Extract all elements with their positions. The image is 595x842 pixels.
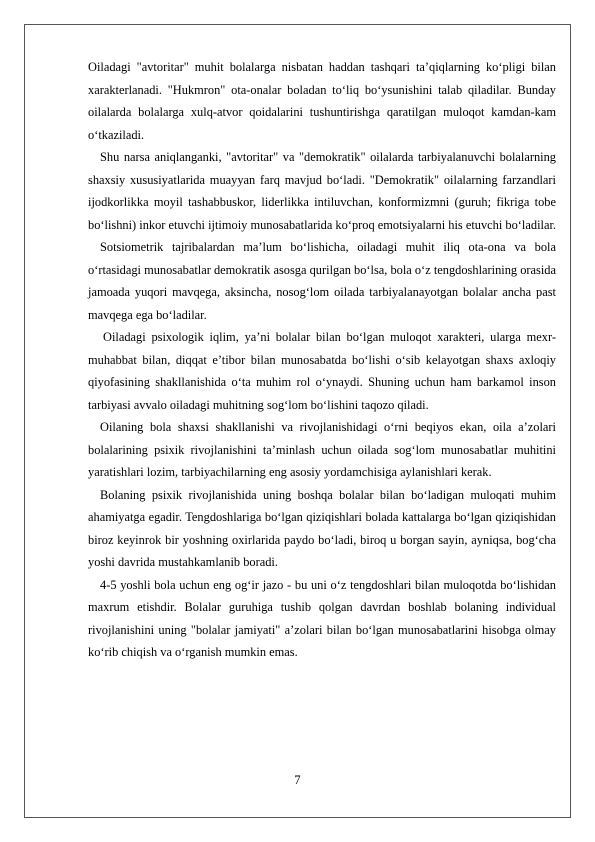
paragraph-psixologik-iqlim: Oiladagi psixologik iqlim, ya’ni bolalar bilan bo‘lgan muloqot xarakteri, ularga mexr-muhabbat bilan, diqqat e’tibor bilan munosabatda bo‘lishi o‘sib kelayotgan shaxs axloqiy qiyofasining shakllanishida o‘ta muhim rol o‘ynaydi. Shuning uchun ham barkamol inson tarbiyasi avvalo oiladagi muhitning sog‘lom bo‘lishini taqozo qiladi. [88, 330, 556, 412]
page-content [88, 56, 556, 664]
paragraph-tengdoshlar-muloqoti: 4-5 yoshli bola uchun eng og‘ir jazo - bu uni o‘z tengdoshlari bilan muloqotda bo‘lishidan maxrum etishdir. Bolalar guruhiga tushib qolgan davrdan boshlab bolaning individual rivojlanishini uning "bolalar jamiyati" a’zolari bilan bo‘lgan munosabatlarini hisobga olmay ko‘rib chiqish va o‘rganish mumkin emas. [88, 577, 556, 659]
page-number: 7 [294, 773, 301, 787]
paragraph-oilaning-orni: Oilaning bola shaxsi shakllanishi va rivojlanishidagi o‘rni beqiyos ekan, oila a’zolari bolalarining psixik rivojlanishini ta’minlash uchun oilada sog‘lom munosabatlar muhitini yaratishlari lozim, tarbiyachilarning eng asosiy yordamchisiga aylanishlari kerak. [88, 420, 556, 479]
paragraph-demokratik-oilalar: Shu narsa aniqlanganki, "avtoritar" va "demokratik" oilalarda tarbiyalanuvchi bolalarning shaxsiy xususiyatlarida muayyan farq mavjud bo‘ladi. "Demokratik" oilalarning farzandlari ijodkorlikka moyil tashabbuskor, liderlikka intiluvchan, konformizmni (guruh; fikriga tobe bo‘lishni) inkor etuvchi ijtimoiy munosabatlarida ko‘proq emotsiyalarni his etuvchi bo‘ladilar. [88, 150, 556, 232]
paragraph-avtoritar-muhit: Oiladagi "avtoritar" muhit bolalarga nisbatan haddan tashqari ta’qiqlarning ko‘pligi bilan xarakterlanadi. "Hukmron" ota-onalar boladan to‘liq bo‘ysunishini talab qiladilar. Bunday oilalarda bolalarga xulq-atvor qoidalarini tushuntirishga qaratilgan muloqot kamdan-kam o‘tkaziladi. [88, 60, 556, 142]
paragraph-sotsiometrik-tajriba: Sotsiometrik tajribalardan ma’lum bo‘lishicha, oiladagi muhit iliq ota-ona va bola o‘rtasidagi munosabatlar demokratik asosga qurilgan bo‘lsa, bola o‘z tengdoshlarining orasida jamoada yuqori mavqega, aksincha, nosog‘lom oilada tarbiyalanayotgan bolalar ancha past mavqega ega bo‘ladilar. [88, 240, 556, 322]
paragraph-bola-muloqati: Bolaning psixik rivojlanishida uning boshqa bolalar bilan bo‘ladigan muloqati muhim ahamiyatga egadir. Tengdoshlariga bo‘lgan qiziqishlari bolada kattalarga bo‘lgan qiziqishidan biroz keyinrok bir yoshning oxirlarida paydo bo‘ladi, biroq u borgan sayin, ayniqsa, bog‘cha yoshi davrida mustahkamlanib boradi. [88, 487, 556, 569]
